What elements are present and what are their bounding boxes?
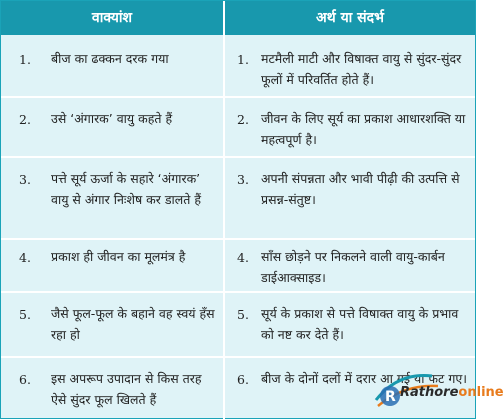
row-number: 2. — [237, 112, 249, 127]
header-meaning: अर्थ या संदर्भ — [316, 10, 384, 26]
row-number: 2. — [19, 112, 31, 127]
row-divider — [1, 96, 475, 98]
phrase-text: उसे ‘अंगारक’ वायु कहते हैं — [51, 111, 173, 126]
row-number: 4. — [237, 250, 249, 265]
row-number: 3. — [19, 172, 31, 187]
meaning-text: बीज के दोनों दलों में दरार आ गई या फट गए। — [261, 371, 468, 386]
row-divider — [1, 238, 475, 240]
row-number: 1. — [237, 52, 249, 67]
meaning-text: जीवन के लिए सूर्य का प्रकाश आधारशक्ति या महत्वपूर्ण है। — [261, 111, 466, 147]
row-number: 3. — [237, 172, 249, 187]
row-divider — [1, 156, 475, 158]
meaning-text: साँस छोड़ने पर निकलने वाली वायु-कार्बन डाईआक्साइड। — [261, 249, 445, 285]
phrase-text: प्रकाश ही जीवन का मूलमंत्र है — [51, 249, 186, 264]
phrase-text: जैसे फूल-फूल के बहाने वह स्वयं हँस रहा हो — [51, 306, 215, 342]
table-header — [1, 1, 475, 35]
row-divider — [1, 291, 475, 293]
phrase-text: पत्ते सूर्य ऊर्जा के सहारे ‘अंगारक’ वायु से अंगार निःशेष कर डालते हैं — [51, 171, 201, 207]
row-number: 6. — [19, 372, 31, 387]
meaning-text: मटमैली माटी और विषाक्त वायु से सुंदर-सुंदर फूलों में परिवर्तित होते हैं। — [261, 51, 462, 87]
phrase-text: इस अपरूप उपादान से किस तरह ऐसे सुंदर फूल खिलते हैं — [51, 371, 202, 407]
row-divider — [1, 356, 475, 358]
row-number: 1. — [19, 52, 31, 67]
row-number: 4. — [19, 250, 31, 265]
phrase-text: बीज का ढक्कन दरक गया — [51, 51, 169, 66]
watermark-text: Rathoreonline — [400, 385, 504, 400]
svg-text:R: R — [385, 389, 396, 405]
row-number: 5. — [19, 307, 31, 322]
row-number: 5. — [237, 307, 249, 322]
row-number: 6. — [237, 372, 249, 387]
header-phrase: वाक्यांश — [91, 10, 133, 26]
meaning-text: अपनी संपन्नता और भावी पीढ़ी की उत्पत्ति से प्रसन्न-संतुष्ट। — [261, 171, 460, 207]
meaning-text: सूर्य के प्रकाश से पत्ते विषाक्त वायु के प्रभाव को नष्ट कर देते हैं। — [261, 306, 459, 342]
